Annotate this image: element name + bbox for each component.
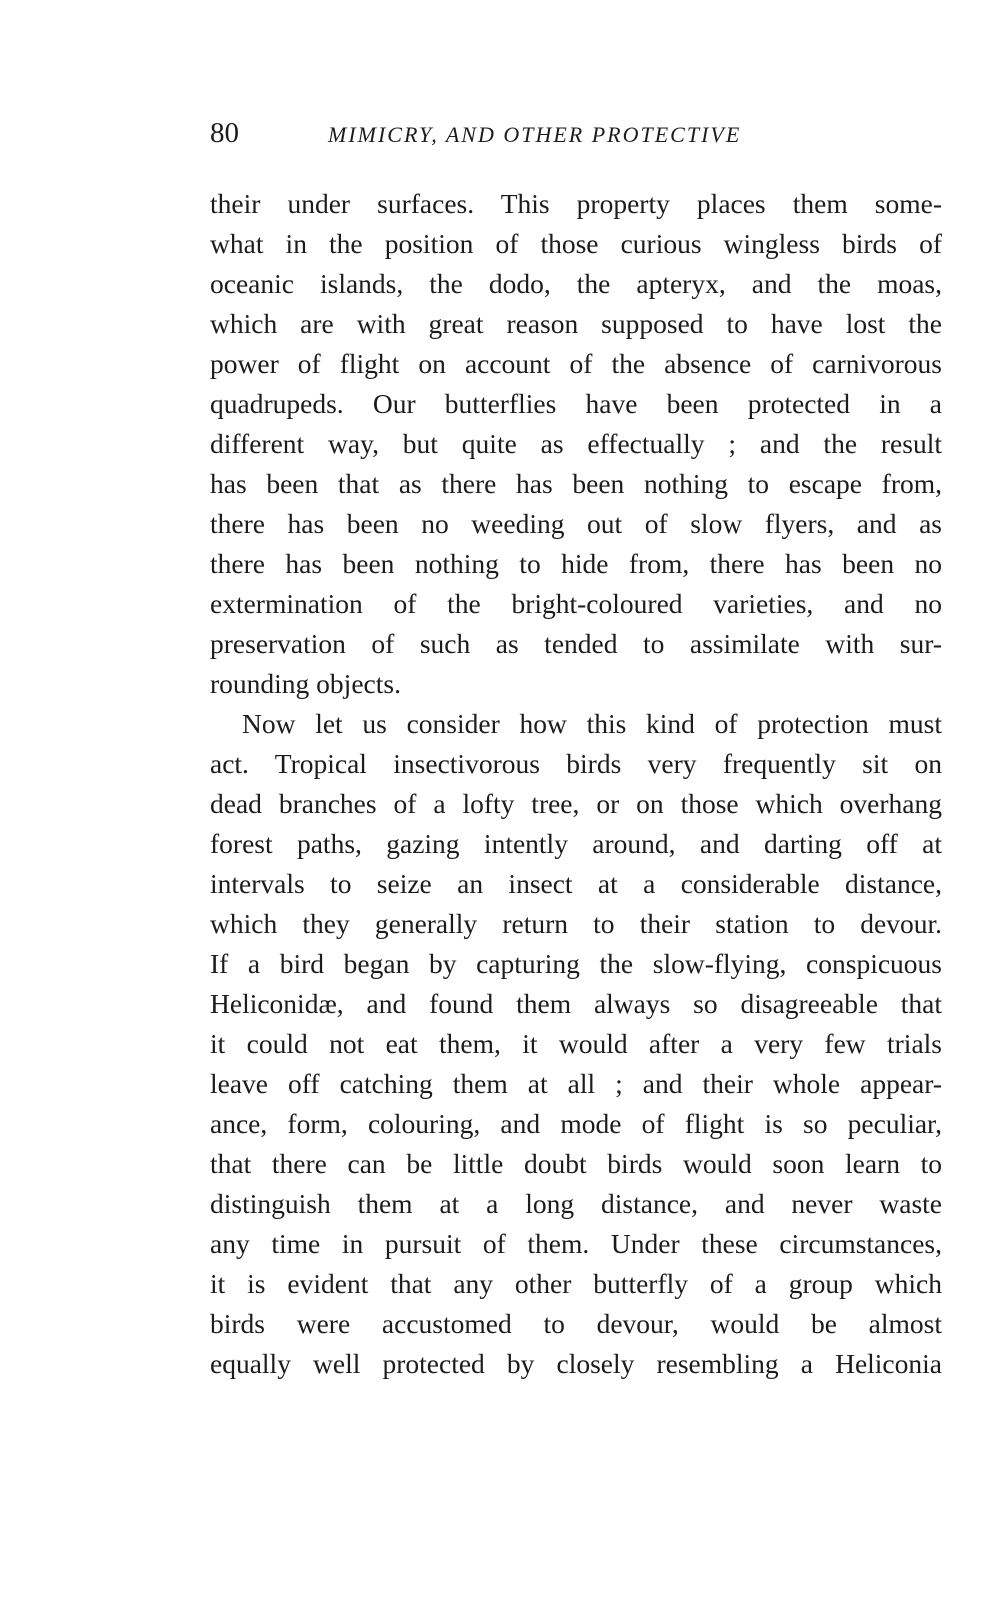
body-text: [210, 184, 942, 1384]
text-line: equally well protected by closely resembling a Heliconia: [210, 1348, 942, 1379]
text-line: there has been nothing to hide from, there has been no: [210, 548, 942, 579]
text-line: quadrupeds. Our butterflies have been protected in a: [210, 388, 942, 419]
text-line: If a bird began by capturing the slow-flying, conspicuous: [210, 948, 942, 979]
text-line: forest paths, gazing intently around, and darting off at: [210, 828, 942, 859]
running-header: [210, 115, 950, 155]
text-line: birds were accustomed to devour, would be almost: [210, 1308, 942, 1339]
text-line: intervals to seize an insect at a considerable distance,: [210, 868, 942, 899]
text-line: ance, form, colouring, and mode of flight is so peculiar,: [210, 1108, 942, 1139]
text-line: extermination of the bright-coloured varieties, and no: [210, 588, 942, 619]
text-line: it is evident that any other butterfly of a group which: [210, 1268, 942, 1299]
text-line: which they generally return to their station to devour.: [210, 908, 942, 939]
text-line: what in the position of those curious wingless birds of: [210, 228, 942, 259]
page-number: 80: [210, 117, 239, 149]
running-title: MIMICRY, AND OTHER PROTECTIVE: [328, 122, 742, 147]
text-line: has been that as there has been nothing to escape from,: [210, 468, 942, 499]
text-line: which are with great reason supposed to have lost the: [210, 308, 942, 339]
paragraph-2: [210, 704, 942, 1384]
text-line: there has been no weeding out of slow flyers, and as: [210, 508, 942, 539]
text-line: their under surfaces. This property places them some-: [210, 188, 942, 219]
paragraph-1: [210, 184, 942, 704]
text-line: power of flight on account of the absence of carnivorous: [210, 348, 942, 379]
text-line: distinguish them at a long distance, and never waste: [210, 1188, 942, 1219]
text-line: it could not eat them, it would after a very few trials: [210, 1028, 942, 1059]
text-line: leave off catching them at all ; and their whole appear-: [210, 1068, 942, 1099]
text-line: dead branches of a lofty tree, or on those which overhang: [210, 788, 942, 819]
text-line: act. Tropical insectivorous birds very frequently sit on: [210, 748, 942, 779]
text-line: Heliconidæ, and found them always so disagreeable that: [210, 988, 942, 1019]
text-line: preservation of such as tended to assimilate with sur-: [210, 628, 942, 659]
text-line: any time in pursuit of them. Under these circumstances,: [210, 1228, 942, 1259]
text-line: Now let us consider how this kind of protection must: [242, 708, 942, 739]
text-line: oceanic islands, the dodo, the apteryx, and the moas,: [210, 268, 942, 299]
text-line: rounding objects.: [210, 668, 401, 699]
text-line: different way, but quite as effectually ; and the result: [210, 428, 942, 459]
text-line: that there can be little doubt birds would soon learn to: [210, 1148, 942, 1179]
